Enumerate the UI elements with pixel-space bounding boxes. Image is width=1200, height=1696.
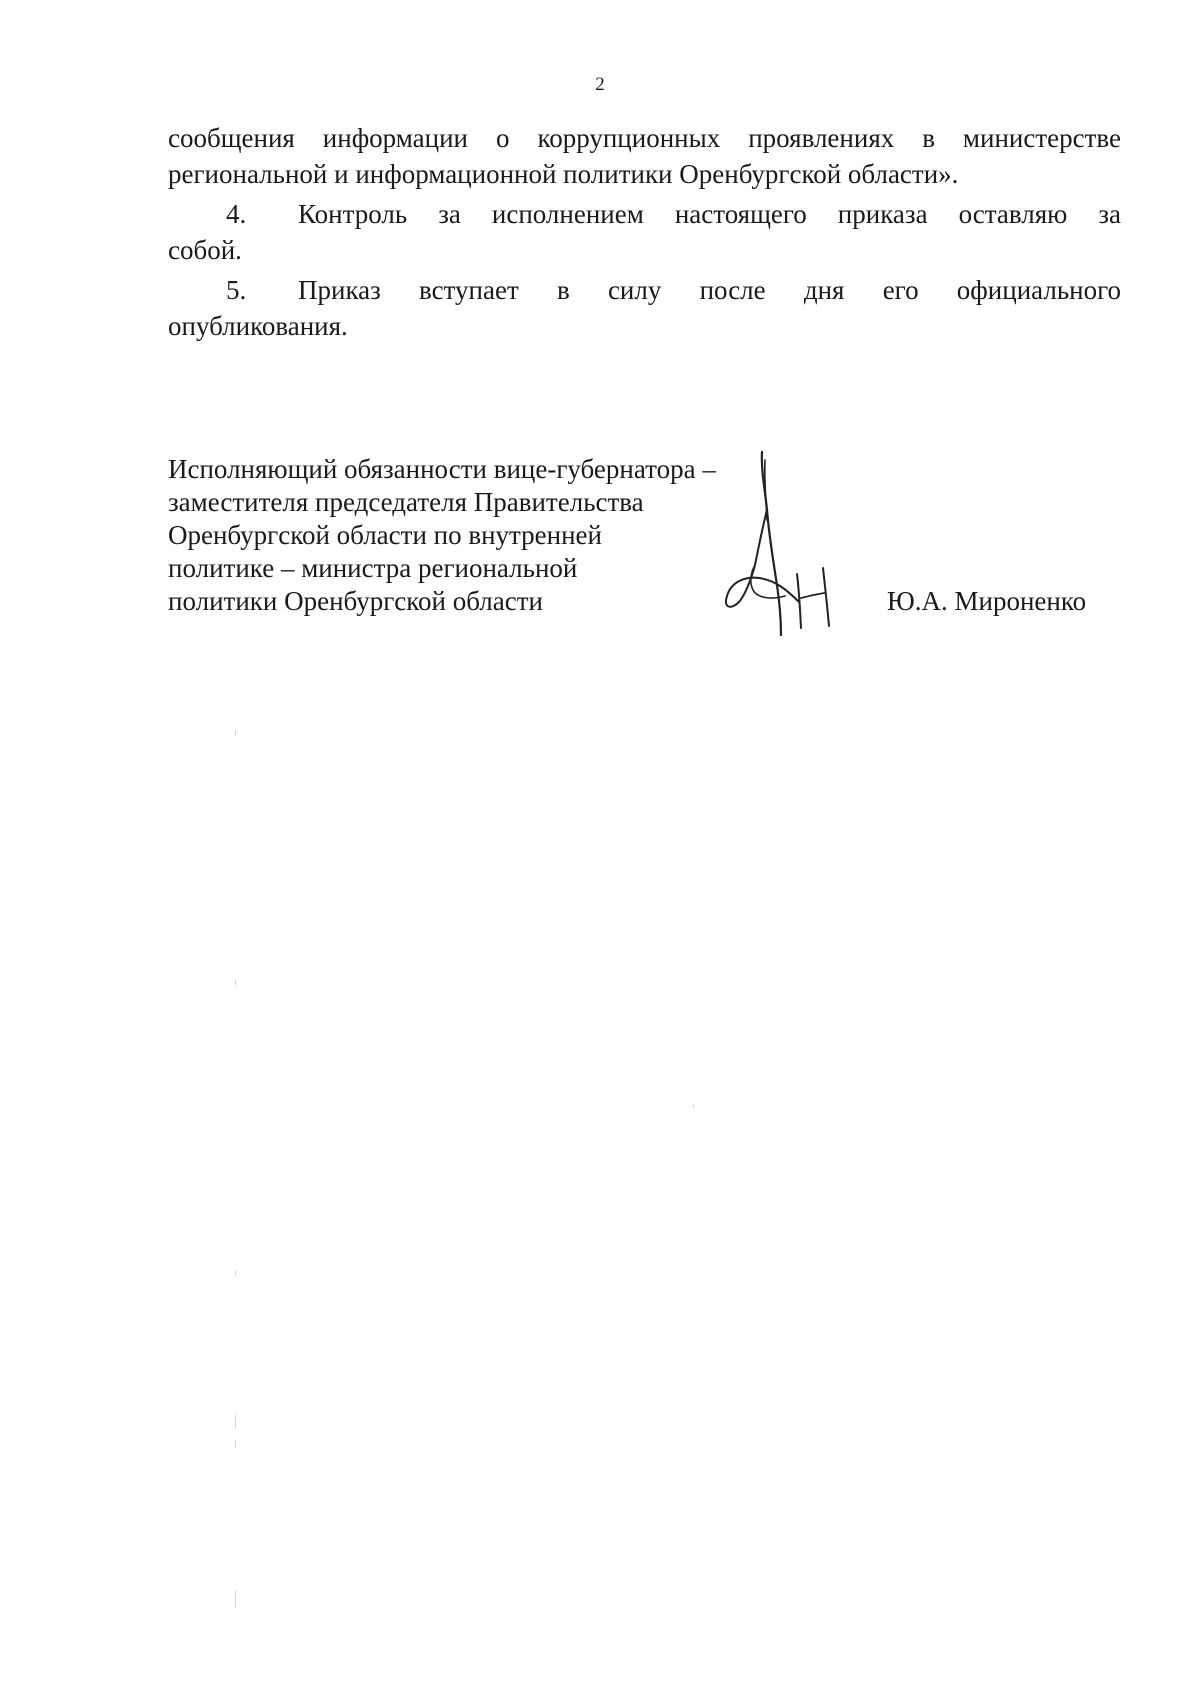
signatory-position: [168, 453, 716, 618]
scan-artifact: [235, 1440, 236, 1448]
scan-artifact: [235, 1270, 236, 1275]
scan-artifact: [235, 1590, 236, 1608]
document-body: [168, 120, 1121, 344]
scan-artifact: [235, 730, 236, 736]
signatory-position-line: Оренбургской области по внутренней: [168, 520, 602, 550]
scan-artifact: [235, 1415, 236, 1429]
paragraph-item-4-number: 4.: [226, 199, 247, 229]
continuation-paragraph: сообщения информации о коррупционных проявлениях в министерстве региональной и информационной политики Оренбургской области».: [168, 123, 1121, 189]
paragraph-item-4: [168, 196, 1121, 268]
paragraph-item-4-text: Контроль за исполнением настоящего приказа оставляю за: [298, 199, 1121, 229]
handwritten-signature: [715, 450, 845, 640]
signatory-position-line: политики Оренбургской области: [168, 586, 543, 616]
signatory-position-line: политике – министра региональной: [168, 553, 578, 583]
paragraph-item-5-number: 5.: [226, 275, 247, 305]
page-number: 2: [595, 74, 605, 95]
paragraph-item-5-text: Приказ вступает в силу после дня его официального: [298, 275, 1121, 305]
scan-artifact: [235, 980, 236, 985]
signatory-position-line: Исполняющий обязанности вице-губернатора –: [168, 454, 716, 484]
paragraph-item-5-line2: опубликования.: [168, 311, 348, 341]
signatory-name: Ю.А. Мироненко: [887, 586, 1087, 616]
paragraph-item-5-line1: [168, 272, 1121, 308]
scan-artifact: [693, 1105, 694, 1108]
paragraph-item-5: [168, 272, 1121, 344]
paragraph-item-4-line2: собой.: [168, 235, 242, 265]
paragraph-item-4-line1: [168, 196, 1121, 232]
signatory-position-line: заместителя председателя Правительства: [168, 487, 644, 517]
